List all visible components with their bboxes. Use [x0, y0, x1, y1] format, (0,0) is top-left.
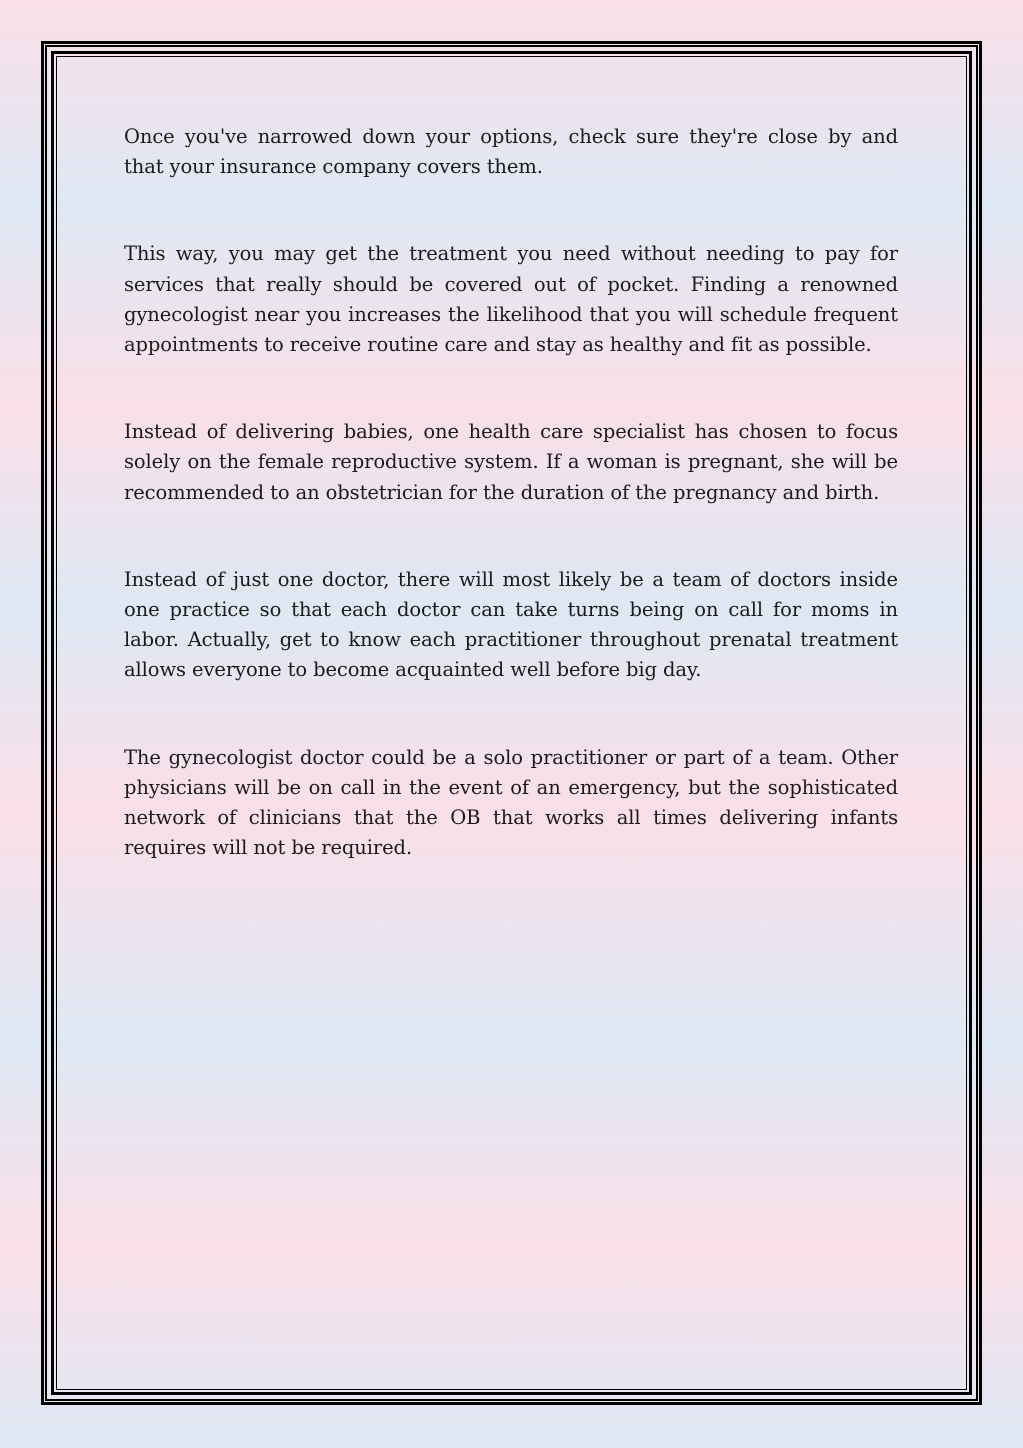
document-body	[124, 122, 898, 920]
paragraph-5: The gynecologist doctor could be a solo practitioner or part of a team. Other physicians will be on call in the event of an emergency, but the sophisticated network of clinicians that the OB that works all times delivering infants requires will not be required.	[124, 745, 898, 860]
paragraph-3: Instead of delivering babies, one health care specialist has chosen to focus solely on the female reproductive system. If a woman is pregnant, she will be recommended to an obstetrician for the duration of the pregnancy and birth.	[124, 420, 898, 504]
paragraph-2: This way, you may get the treatment you need without needing to pay for services that really should be covered out of pocket. Finding a renowned gynecologist near you increases the likelihood that you will schedule frequent appointments to receive routine care and stay as healthy and fit as possible.	[124, 242, 898, 357]
paragraph-4: Instead of just one doctor, there will most likely be a team of doctors inside one practice so that each doctor can take turns being on call for moms in labor. Actually, get to know each practitioner throughout prenatal treatment allows everyone to become acquainted well before big day.	[124, 567, 898, 682]
paragraph-1: Once you've narrowed down your options, check sure they're close by and that your insurance company covers them.	[124, 125, 898, 179]
